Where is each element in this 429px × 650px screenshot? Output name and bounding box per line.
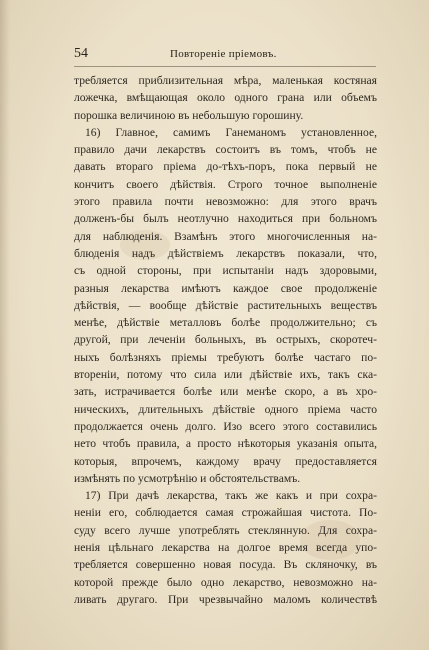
text-line: ложечка, вмѣщающая около одного грана или объемъ: [74, 91, 377, 105]
text-line: ливать другаго. При чрезвычайно маломъ количествѣ: [74, 592, 377, 606]
text-line: втореніи, потому что сила или дѣйствіе ихъ, такъ ска-: [74, 368, 377, 382]
text-line: продолжается очень долго. Изо всего этого составились: [74, 419, 377, 433]
text-line: съ одной стороны, при испытаніи надъ здоровыми,: [74, 264, 377, 278]
text-line: этого правила почти невозможно: для этого врачъ: [74, 195, 377, 209]
text-line: блюденія надъ дѣйствіемъ лекарствъ показали, что,: [74, 246, 377, 260]
page-header: [74, 46, 374, 62]
page-gutter-shadow: [0, 0, 10, 650]
text-line: требляется совершенно новая посуда. Въ скляночку, въ: [74, 558, 377, 572]
text-line: кончитъ своего дѣйствія. Строго точное выполненіе: [74, 177, 377, 191]
text-line: правило дачи лекарствъ состоитъ въ томъ, чтобъ не: [74, 143, 377, 157]
text-line: неніи его, соблюдается самая строжайшая чистота. По-: [74, 506, 377, 520]
text-line: менѣе, дѣйствіе металловъ болѣе продолжительно; съ: [74, 316, 377, 330]
text-line: которыя, впрочемъ, каждому врачу предоставляется: [74, 454, 377, 468]
text-line: нето чтобъ правила, а просто нѣкоторыя указанія опыта,: [74, 437, 377, 451]
text-line: дѣйствія, — вообще дѣйствіе растительныхъ веществъ: [74, 298, 377, 312]
text-line: ныхъ болѣзняхъ пріемы требуютъ болѣе частаго по-: [74, 350, 377, 364]
text-line: давать втораго пріема до-тѣхъ-поръ, пока первый не: [74, 160, 377, 174]
header-rule: [74, 66, 376, 67]
text-line: ническихъ, длительныхъ дѣйствіе одного пріема часто: [74, 402, 377, 416]
text-line: которой прежде было одно лекарство, невозможно на-: [74, 575, 377, 589]
text-line: требляется приблизительная мѣра, маленькая костяная: [74, 74, 377, 87]
text-line: измѣнять по усмотрѣнію и обстоятельствамъ.: [74, 471, 301, 485]
running-head: Повтореніе пріемовъ.: [170, 48, 277, 60]
text-line: зать, истрачивается болѣе или менѣе скоро, а въ хро-: [74, 385, 377, 399]
text-line: для наблюденія. Взамѣнъ этого многочисленныя на-: [74, 229, 377, 243]
text-line: 16) Главное, самимъ Ганемaномъ установленное,: [85, 125, 377, 139]
text-line: ненія цѣльнаго лекарства на долгое время всегда упо-: [74, 541, 377, 555]
body-text: [74, 72, 377, 608]
text-line: 17) При дачѣ лекарства, такъ же какъ и при сохра-: [85, 489, 377, 503]
text-line: разныя лекарства имѣютъ каждое свое продолженіе: [74, 281, 377, 295]
text-line: долженъ-бы былъ неотлучно находиться при больномъ: [74, 212, 377, 226]
page-number: 54: [74, 46, 88, 61]
text-line: суду всего лучше употреблять стеклянную. Для сохра-: [74, 523, 377, 537]
text-line: порошка величиною въ небольшую горошину.: [74, 108, 304, 122]
text-line: другой, при леченіи больныхъ, въ острыхъ, скоротеч-: [74, 333, 377, 347]
